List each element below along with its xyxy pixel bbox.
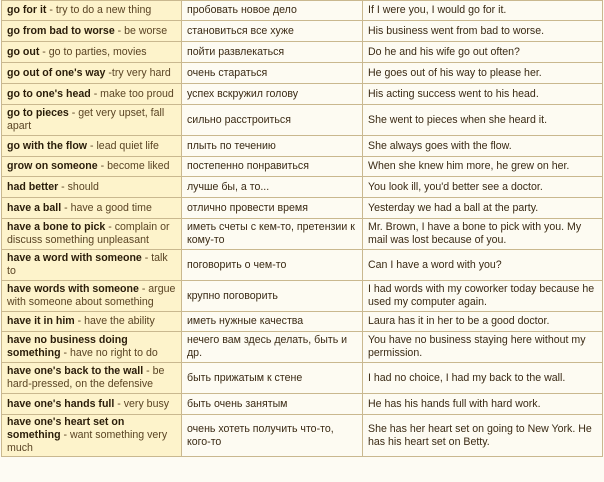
table-row	[2, 198, 603, 219]
example-cell: You look ill, you'd better see a doctor.	[363, 177, 603, 198]
idiom-meaning: - make too proud	[90, 87, 174, 100]
translation-cell: становиться все хуже	[182, 21, 363, 42]
translation-cell: быть прижатым к стене	[182, 363, 363, 394]
idiom-cell	[2, 63, 182, 84]
idiom-meaning: - get very upset, fall apart	[7, 107, 165, 132]
table-row	[2, 63, 603, 84]
idioms-table	[1, 0, 603, 457]
idiom-phrase: have a ball	[7, 201, 62, 214]
idiom-meaning: -try very hard	[105, 66, 171, 79]
table-row	[2, 177, 603, 198]
table-row	[2, 42, 603, 63]
idiom-meaning: - have the ability	[74, 315, 155, 327]
translation-cell: быть очень занятым	[182, 394, 363, 415]
idiom-phrase: have no business doing something	[7, 334, 128, 359]
idiom-phrase: have it in him	[7, 315, 75, 327]
idiom-phrase: have one's hands full	[7, 397, 115, 410]
translation-cell: крупно поговорить	[182, 281, 363, 312]
idiom-meaning: - lead quiet life	[87, 139, 159, 152]
idiom-phrase: have a word with someone	[7, 252, 142, 264]
idiom-phrase: have words with someone	[7, 283, 139, 295]
example-cell: When she knew him more, he grew on her.	[363, 157, 603, 177]
idiom-phrase: go for it	[7, 4, 47, 16]
translation-cell: нечего вам здесь делать, быть и др.	[182, 332, 363, 363]
idiom-cell	[2, 21, 182, 42]
idiom-meaning: - want something very much	[7, 429, 168, 454]
translation-cell: иметь счеты с кем-то, претензии к кому-то	[182, 219, 363, 250]
idiom-phrase: go out	[7, 45, 40, 58]
idiom-phrase: have one's back to the wall	[7, 365, 144, 377]
idiom-cell	[2, 42, 182, 63]
idiom-phrase: go to pieces	[7, 107, 69, 119]
translation-cell: успех вскружил голову	[182, 84, 363, 105]
idiom-cell	[2, 363, 182, 394]
idiom-phrase: grow on someone	[7, 160, 98, 172]
idiom-phrase: had better	[7, 180, 59, 193]
translation-cell: сильно расстроиться	[182, 105, 363, 136]
example-cell: Do he and his wife go out often?	[363, 42, 603, 63]
example-cell: Yesterday we had a ball at the party.	[363, 198, 603, 219]
idiom-meaning: - complain or discuss something unpleasant	[7, 221, 170, 246]
idiom-meaning: - have a good time	[61, 201, 152, 214]
idiom-phrase: go with the flow	[7, 139, 88, 152]
idiom-cell	[2, 84, 182, 105]
idiom-cell	[2, 157, 182, 177]
example-cell: His business went from bad to worse.	[363, 21, 603, 42]
idiom-meaning: - try to do a new thing	[46, 4, 152, 16]
idiom-cell	[2, 105, 182, 136]
idioms-table-body	[2, 1, 603, 457]
example-cell: I had no choice, I had my back to the wall.	[363, 363, 603, 394]
idiom-phrase: go from bad to worse	[7, 24, 115, 37]
translation-cell: пробовать новое дело	[182, 1, 363, 21]
idiom-cell	[2, 177, 182, 198]
idiom-meaning: - talk to	[7, 252, 168, 277]
table-row	[2, 250, 603, 281]
translation-cell: очень стараться	[182, 63, 363, 84]
idiom-meaning: - be hard-pressed, on the defensive	[7, 365, 165, 390]
table-row	[2, 21, 603, 42]
table-row	[2, 136, 603, 157]
idiom-cell	[2, 332, 182, 363]
idiom-meaning: - should	[58, 180, 99, 193]
example-cell: He goes out of his way to please her.	[363, 63, 603, 84]
idiom-meaning: - argue with someone about something	[7, 283, 176, 308]
table-row	[2, 219, 603, 250]
table-row	[2, 363, 603, 394]
table-row	[2, 84, 603, 105]
translation-cell: пойти развлекаться	[182, 42, 363, 63]
translation-cell: иметь нужные качества	[182, 312, 363, 332]
idiom-phrase: have one's heart set on something	[7, 416, 125, 441]
example-cell: Laura has it in her to be a good doctor.	[363, 312, 603, 332]
example-cell: She always goes with the flow.	[363, 136, 603, 157]
example-cell: I had words with my coworker today because he used my computer again.	[363, 281, 603, 312]
idiom-cell	[2, 1, 182, 21]
table-row	[2, 312, 603, 332]
translation-cell: поговорить о чем-то	[182, 250, 363, 281]
table-row	[2, 415, 603, 457]
example-cell: You have no business staying here without my permission.	[363, 332, 603, 363]
idiom-cell	[2, 394, 182, 415]
idiom-meaning: - have no right to do	[60, 347, 158, 359]
example-cell: She went to pieces when she heard it.	[363, 105, 603, 136]
idiom-phrase: have a bone to pick	[7, 221, 106, 233]
table-row	[2, 157, 603, 177]
translation-cell: отлично провести время	[182, 198, 363, 219]
idiom-meaning: - very busy	[114, 397, 170, 410]
idiom-cell	[2, 219, 182, 250]
idiom-cell	[2, 250, 182, 281]
idiom-phrase: go to one's head	[7, 87, 91, 100]
example-cell: She has her heart set on going to New York. He has his heart set on Betty.	[363, 415, 603, 457]
idiom-cell	[2, 312, 182, 332]
idiom-meaning: - go to parties, movies	[39, 45, 147, 58]
table-row	[2, 332, 603, 363]
example-cell: Mr. Brown, I have a bone to pick with you. My mail was lost because of you.	[363, 219, 603, 250]
idiom-phrase: go out of one's way	[7, 66, 106, 79]
table-row	[2, 281, 603, 312]
table-row	[2, 394, 603, 415]
translation-cell: постепенно понравиться	[182, 157, 363, 177]
idiom-meaning: - be worse	[114, 24, 168, 37]
idiom-cell	[2, 136, 182, 157]
example-cell: If I were you, I would go for it.	[363, 1, 603, 21]
idiom-cell	[2, 198, 182, 219]
translation-cell: лучше бы, а то...	[182, 177, 363, 198]
table-row	[2, 1, 603, 21]
translation-cell: плыть по течению	[182, 136, 363, 157]
idiom-meaning: - become liked	[97, 160, 170, 172]
example-cell: Can I have a word with you?	[363, 250, 603, 281]
translation-cell: очень хотеть получить что-то, кого-то	[182, 415, 363, 457]
example-cell: He has his hands full with hard work.	[363, 394, 603, 415]
table-row	[2, 105, 603, 136]
idiom-cell	[2, 415, 182, 457]
idiom-cell	[2, 281, 182, 312]
example-cell: His acting success went to his head.	[363, 84, 603, 105]
